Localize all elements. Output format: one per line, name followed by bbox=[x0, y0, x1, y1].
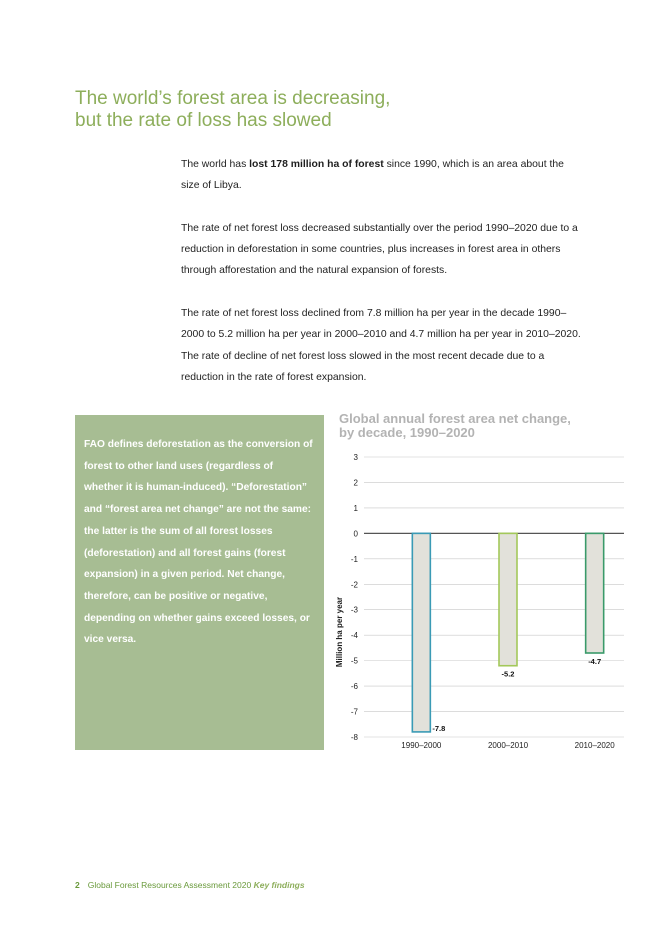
chart-title-line-2: by decade, 1990–2020 bbox=[339, 425, 475, 440]
chart-category-labels bbox=[401, 741, 615, 750]
paragraph-1-emphasis: lost 178 million ha of forest bbox=[249, 159, 384, 170]
paragraph-1-intro: The world has bbox=[181, 159, 250, 170]
category-label: 2000–2010 bbox=[487, 741, 529, 750]
publication-subtitle: Key findings bbox=[253, 880, 305, 890]
page-heading bbox=[75, 88, 390, 132]
bar-value-label: -7.8 bbox=[432, 723, 446, 733]
definition-sidebar bbox=[75, 415, 324, 750]
bar-1990–2000 bbox=[412, 533, 430, 732]
y-tick-label: -1 bbox=[350, 554, 358, 564]
publication-title: Global Forest Resources Assessment 2020 bbox=[87, 880, 254, 890]
chart-title bbox=[339, 412, 571, 440]
paragraph-2: The rate of net forest loss decreased substantially over the period 1990–2020 due to a reduction in deforestation in some countries, plus increases in forest area in others through afforestation and the natural expansion of forests. bbox=[181, 222, 578, 277]
paragraph-1-rest: since 1990, which is an area about the size of Libya. bbox=[181, 159, 564, 192]
y-tick-label: -8 bbox=[350, 733, 358, 742]
chart-title-line-1: Global annual forest area net change, bbox=[339, 411, 571, 426]
bar-value-label: -5.2 bbox=[501, 669, 515, 679]
y-tick-label: 0 bbox=[353, 529, 358, 539]
category-label: 1990–2000 bbox=[401, 741, 442, 750]
y-tick-label: 2 bbox=[353, 478, 358, 488]
y-tick-label: -6 bbox=[350, 682, 358, 692]
page-number: 2 bbox=[75, 880, 80, 890]
bar-value-label: -4.7 bbox=[588, 657, 602, 666]
category-label: 2010–2020 bbox=[574, 741, 615, 750]
chart-value-labels bbox=[432, 657, 601, 733]
paragraph-1 bbox=[181, 154, 581, 197]
paragraph-3: The rate of net forest loss declined from 7.8 million ha per year in the decade 1990–2000 to 5.2 million ha per year in 2000–2010 and 4.7 million ha per year in 2010–2020. The rate of decline of net forest loss slowed in the most recent decade due to a reduction in the rate of forest expansion. bbox=[181, 308, 581, 383]
page-heading-line-2: but the rate of loss has slowed bbox=[75, 110, 332, 131]
bar-2010–2020 bbox=[586, 533, 604, 653]
y-tick-label: 1 bbox=[353, 503, 358, 513]
y-tick-label: -3 bbox=[350, 605, 358, 615]
y-tick-label: 3 bbox=[353, 453, 358, 462]
definition-text: FAO defines deforestation as the conversion of forest to other land uses (regardless of whether it is human-induced). “Deforestation” and “forest area net change” are not the same: the latter is the sum of all forest losses (deforestation) and all forest gains (forest expansion) in a given period. Net change, therefore, can be positive or negative, depending on whether gains exceed losses, or vice versa. bbox=[84, 439, 313, 646]
chart-y-axis-label: Million ha per year bbox=[335, 596, 344, 668]
y-tick-label: -5 bbox=[350, 656, 358, 666]
page-heading-line-1: The world’s forest area is decreasing, bbox=[75, 88, 391, 109]
page-footer bbox=[75, 880, 305, 890]
chart-bars bbox=[412, 533, 603, 732]
chart-y-ticks bbox=[351, 453, 359, 742]
y-tick-label: -7 bbox=[350, 707, 358, 717]
body-text bbox=[181, 154, 581, 410]
bar-2000–2010 bbox=[499, 533, 517, 665]
y-tick-label: -2 bbox=[350, 580, 358, 590]
forest-net-change-chart bbox=[330, 445, 630, 757]
y-tick-label: -4 bbox=[350, 631, 358, 641]
